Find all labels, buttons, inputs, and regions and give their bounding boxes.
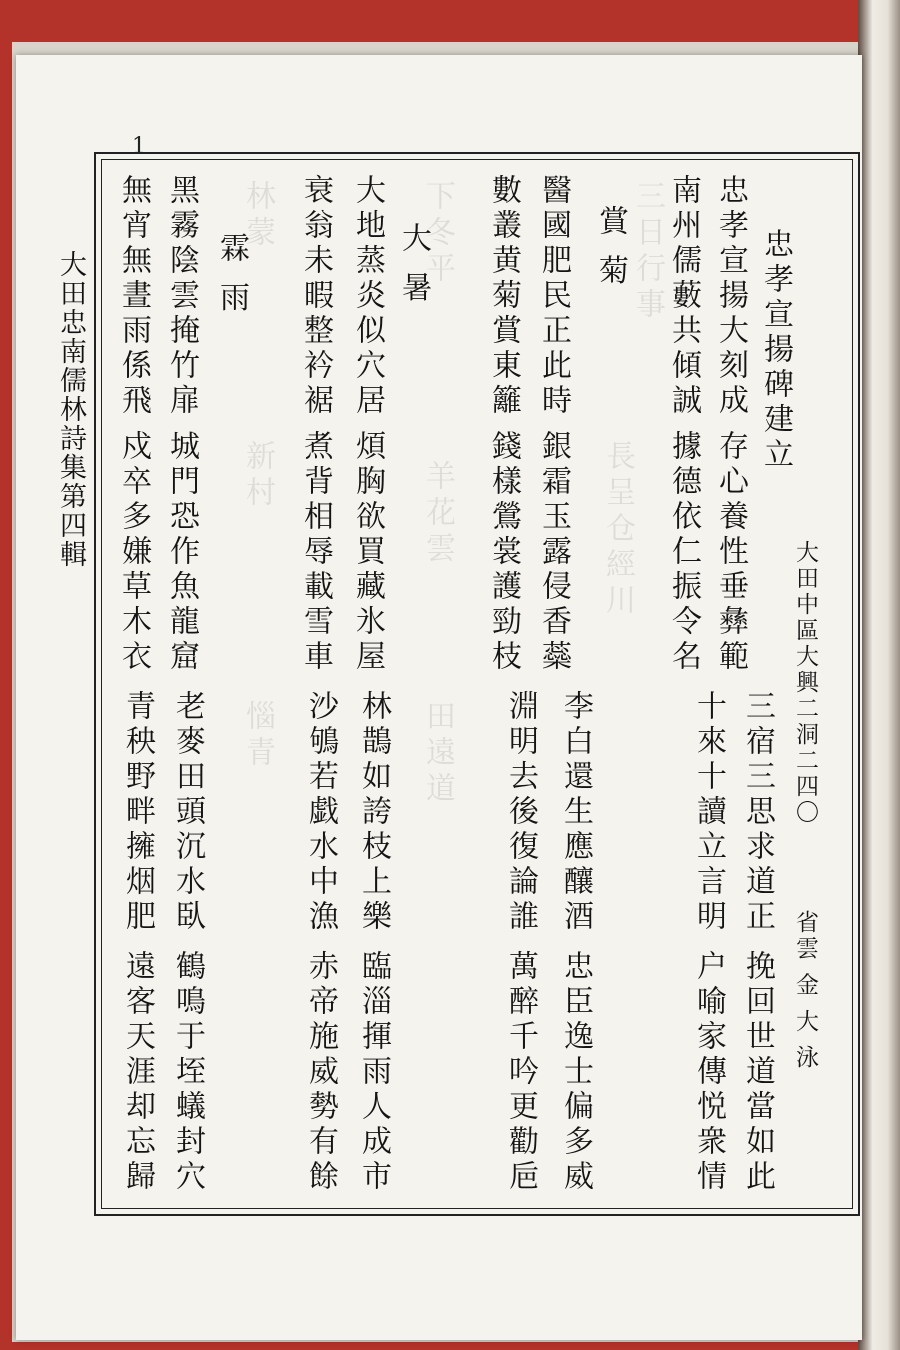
collection-title: 大田忠南儒林詩集第四輯 — [55, 250, 86, 569]
poem-line: 據德依仁振令名 — [666, 430, 701, 675]
poem-line: 遠客天涯却忘歸 — [120, 950, 155, 1195]
poem-line: 三宿三思求道正 — [740, 690, 775, 935]
show-through-col: 下冬平 — [420, 180, 455, 288]
poem-line: 十來十讀立言明 — [691, 690, 726, 935]
poem-line: 煩胸欲買藏氷屋 — [350, 430, 385, 675]
page-number: 1 — [132, 134, 146, 159]
poem-line: 存心養性垂彝範 — [713, 430, 748, 675]
poem-line: 臨淄揮雨人成市 — [356, 950, 391, 1195]
poem-line: 無宵無晝雨係飛 — [116, 174, 151, 419]
poem-title: 霖 雨 — [214, 232, 249, 317]
show-through-col: 惱青 — [240, 700, 275, 772]
poem-line: 銀霜玉露侵香蘂 — [536, 430, 571, 675]
show-through-col: 新村 — [240, 440, 275, 512]
poem-line: 李白還生應釀酒 — [558, 690, 593, 935]
poem-line: 戍卒多嫌草木衣 — [116, 430, 151, 675]
poem-line: 挽回世道當如此 — [740, 950, 775, 1195]
poem-line: 錢樣鶯裳護勁枝 — [486, 430, 521, 675]
book-edge — [858, 0, 900, 1350]
poem-line: 青秧野畔擁烟肥 — [120, 690, 155, 935]
poem-line: 老麥田頭沉水臥 — [170, 690, 205, 935]
show-through-col: 長呈仓經川 — [600, 440, 635, 620]
author-address: 大田中區大興二洞二四〇 — [792, 540, 818, 826]
poem-line: 醫國肥民正此時 — [536, 174, 571, 419]
poem-line: 忠孝宣揚大刻成 — [713, 174, 748, 419]
show-through-col: 林蒙 — [240, 180, 275, 252]
poem-line: 忠臣逸士偏多威 — [558, 950, 593, 1195]
poem-line: 大地蒸炎似穴居 — [350, 174, 385, 419]
show-through-col: 田遠道 — [420, 700, 455, 808]
poem-line: 沙鴝若戯水中漁 — [303, 690, 338, 935]
poem-line: 南州儒藪共傾誠 — [666, 174, 701, 419]
poem-line: 林鵲如誇枝上樂 — [356, 690, 391, 935]
poem-line: 淵明去後復論誰 — [503, 690, 538, 935]
author-name: 省雲 金 大 泳 — [792, 910, 818, 1071]
poem-line: 城門恐作魚龍窟 — [164, 430, 199, 675]
poem-line: 鶴鳴于垤蟻封穴 — [170, 950, 205, 1195]
poem-title: 大 暑 — [396, 222, 431, 307]
poem-line: 黑霧陰雲掩竹扉 — [164, 174, 199, 419]
poem-line: 萬醉千吟更勸巵 — [503, 950, 538, 1195]
poem-line: 煮背相辱載雪車 — [298, 430, 333, 675]
show-through-col: 三日行事 — [630, 180, 665, 324]
poem-title: 賞 菊 — [593, 205, 628, 290]
show-through-col: 羊花雲 — [420, 460, 455, 568]
poem-line: 數叢黄菊賞東籬 — [486, 174, 521, 419]
poem-line: 衰翁未暇整衿裾 — [298, 174, 333, 419]
poem-title: 忠孝宣揚碑建立 — [758, 228, 793, 473]
poem-line: 户喻家傳悦衆情 — [691, 950, 726, 1195]
poem-line: 赤帝施威勢有餘 — [303, 950, 338, 1195]
